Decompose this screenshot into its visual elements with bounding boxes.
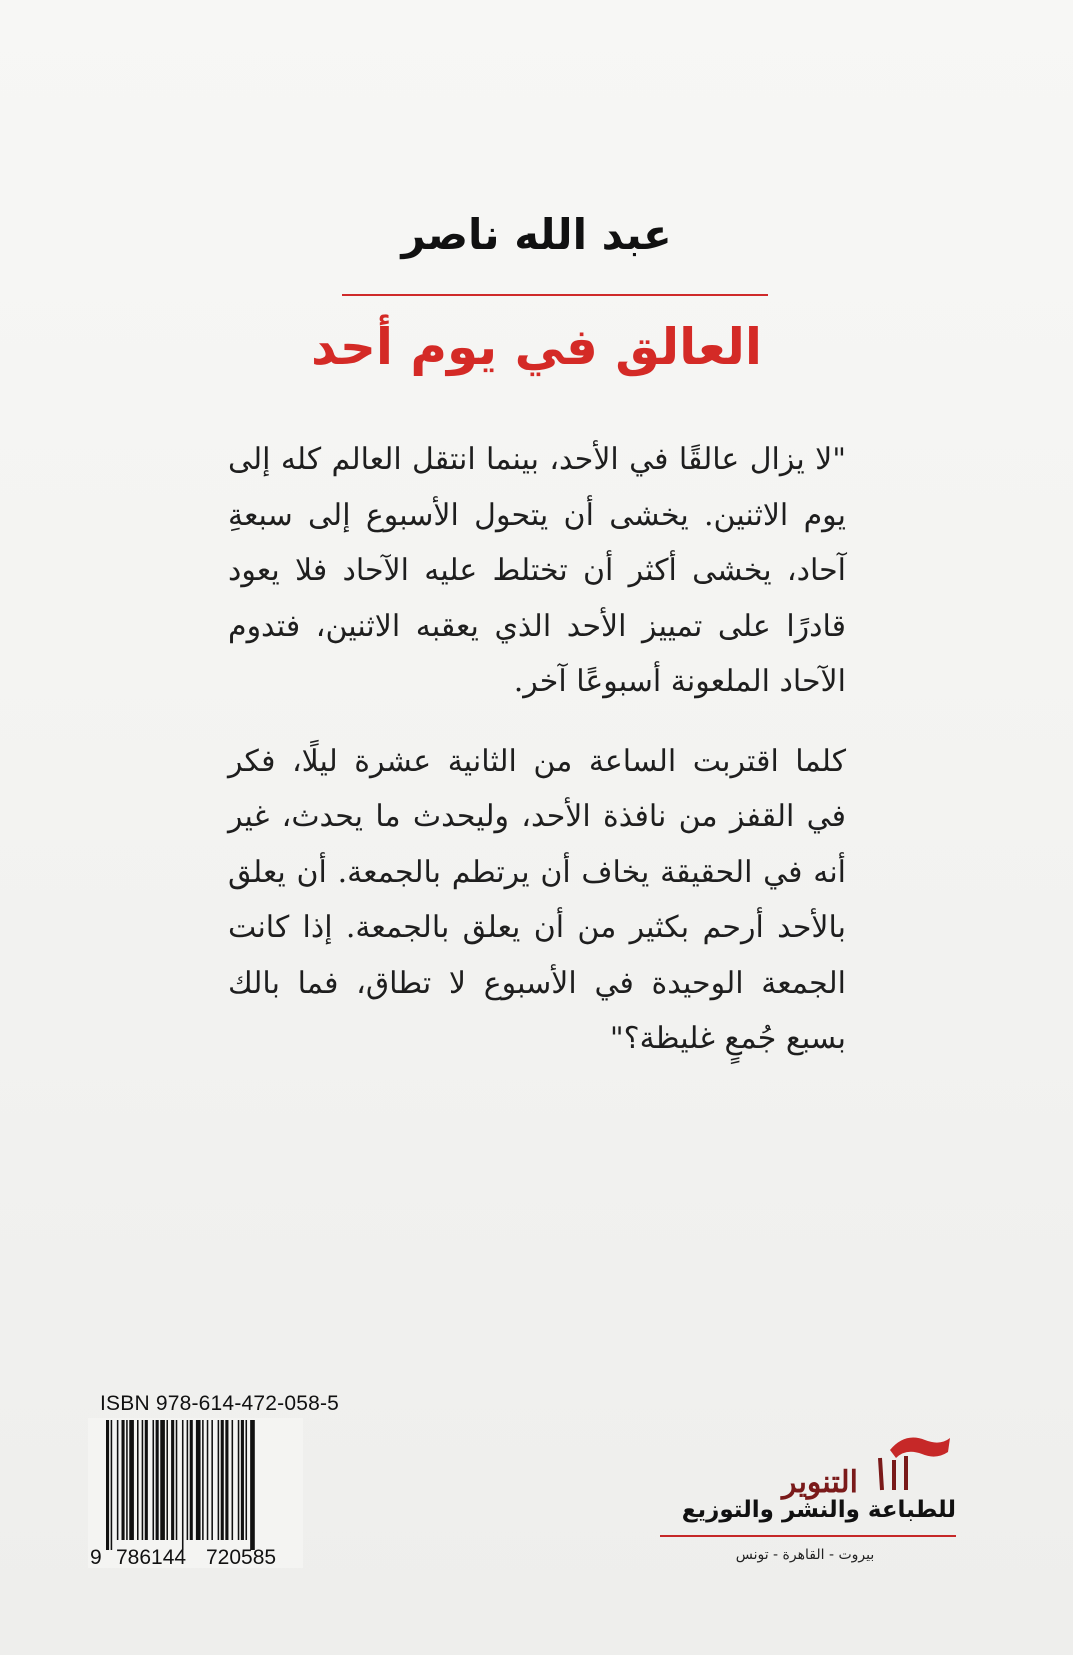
- barcode-bar: [117, 1420, 119, 1540]
- barcode-digits-right: 720585: [206, 1546, 277, 1569]
- barcode-bar: [250, 1420, 255, 1550]
- barcode-bar: [218, 1420, 220, 1540]
- barcode-bar: [122, 1420, 125, 1540]
- barcode-bar: [238, 1420, 240, 1540]
- barcode-bar: [129, 1420, 134, 1540]
- barcode-bar: [211, 1420, 213, 1540]
- barcode-bar: [111, 1420, 113, 1550]
- barcode-bar: [225, 1420, 228, 1540]
- barcode-bar: [137, 1420, 139, 1540]
- title-divider: [342, 294, 768, 296]
- barcode-bar: [126, 1420, 128, 1540]
- barcode-digit-first: 9: [90, 1546, 102, 1569]
- barcode-bar: [241, 1420, 244, 1540]
- barcode-bar: [246, 1420, 248, 1540]
- barcode-digits-left: 786144: [116, 1546, 187, 1569]
- barcode-bar: [171, 1420, 174, 1540]
- isbn-label: ISBN 978-614-472-058-5: [100, 1392, 340, 1415]
- barcode-bar: [187, 1420, 189, 1540]
- barcode-bar: [160, 1420, 165, 1540]
- author-name: عبد الله ناصر: [401, 210, 672, 259]
- publisher-divider: [660, 1535, 956, 1537]
- barcode-bar: [196, 1420, 201, 1540]
- barcode: [88, 1418, 303, 1568]
- barcode-bar: [221, 1420, 224, 1540]
- barcode-bar: [232, 1420, 234, 1540]
- barcode-bar: [166, 1420, 168, 1540]
- barcode-bar: [145, 1420, 148, 1540]
- barcode-bar: [207, 1420, 209, 1540]
- barcode-bar: [202, 1420, 204, 1540]
- blurb-paragraph-2: كلما اقتربت الساعة من الثانية عشرة ليلًا، فكر في القفز من نافذة الأحد، وليحدث ما يحدث، غير أنه في الحقيقة يخاف أن يرتطم بالجمعة. أن يعلق بالأحد أرحم بكثير من أن يعلق بالجمعة. إذا كانت الجمعة الوحيدة في الأسبوع لا تطاق، فما بالك بسبع جُمعٍ غليظة؟": [228, 743, 846, 1056]
- publisher-logo-text: التنوير: [782, 1465, 858, 1500]
- barcode-bar: [176, 1420, 178, 1540]
- barcode-bar: [182, 1420, 184, 1550]
- book-title: العالق في يوم أحد: [310, 318, 763, 376]
- barcode-bar: [190, 1420, 193, 1540]
- publisher-cities: بيروت - القاهرة - تونس: [735, 1547, 875, 1563]
- barcode-bar: [153, 1420, 155, 1540]
- blurb-paragraph-1: "لا يزال عالقًا في الأحد، بينما انتقل العالم كله إلى يوم الاثنين. يخشى أن يتحول الأسبوع إلى سبعةِ آحاد، يخشى أكثر أن تختلط عليه الآحاد فلا يعود قادرًا على تمييز الأحد الذي يعقبه الاثنين، فتدوم الآحاد الملعونة أسبوعًا آخر.: [228, 442, 846, 699]
- barcode-bar: [142, 1420, 144, 1540]
- blurb-text: [228, 432, 846, 1067]
- barcode-bar: [106, 1420, 109, 1550]
- publisher-name: للطباعة والنشر والتوزيع: [681, 1497, 956, 1523]
- publisher-logo-icon: [782, 1430, 960, 1500]
- barcode-bar: [156, 1420, 159, 1540]
